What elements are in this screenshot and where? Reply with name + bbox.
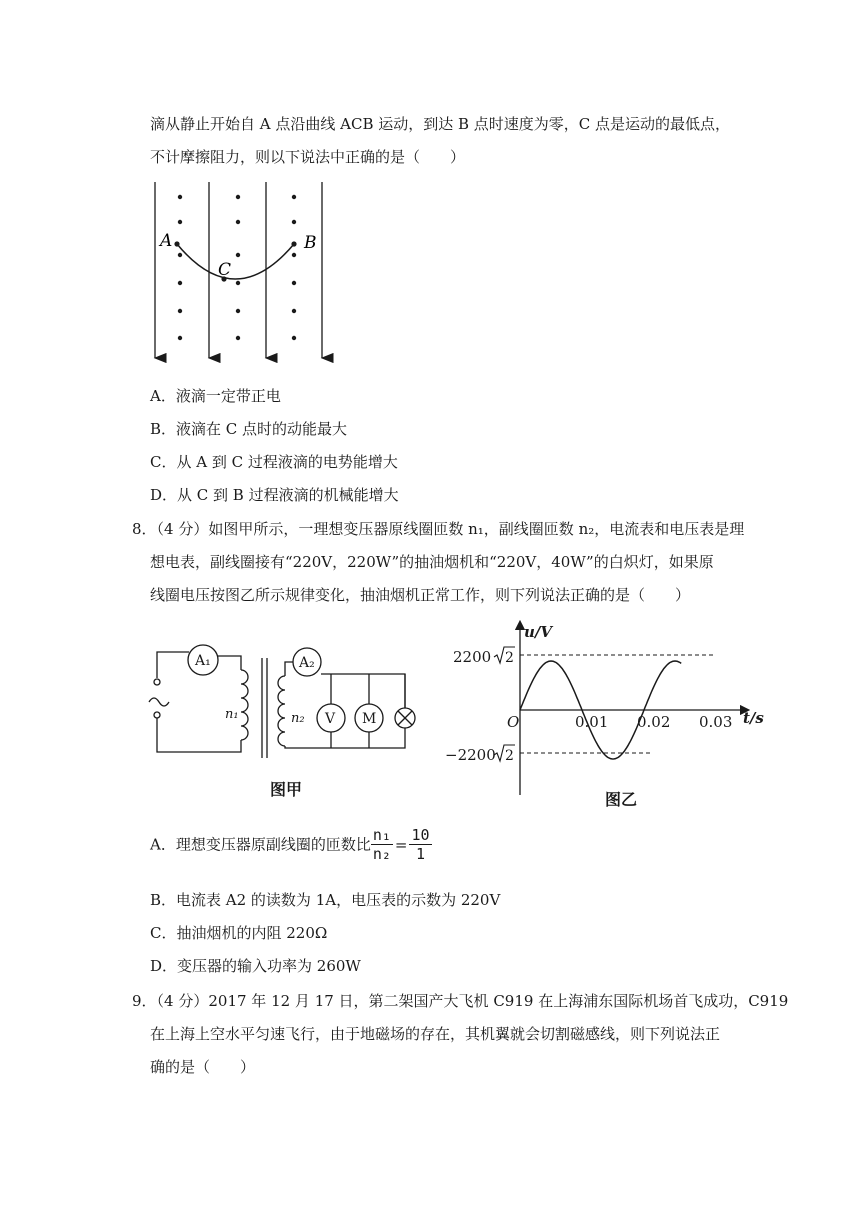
q7-field-figure [140, 178, 340, 368]
tick-0-02: 0.02 [637, 713, 671, 731]
origin-label: O [507, 713, 520, 731]
label-a2: A₂ [299, 655, 315, 671]
secondary-wire-top-left [285, 662, 293, 676]
q9-text-line-2: 在上海上空水平匀速飞行，由于地磁场的存在，其机翼就会切割磁感线，则下列说法正 [150, 1025, 721, 1043]
q8-text-line-3: 线圈电压按图乙所示规律变化，抽油烟机正常工作，则下列说法正确的是（ ） [150, 586, 691, 604]
ratio-den: 1 [416, 845, 426, 863]
q8-text-line-1: 8．（4 分）如图甲所示，一理想变压器原线圈匝数 n₁，副线圈匝数 n₂，电流表和电压表是理 [132, 520, 745, 538]
q8-option-b: B．电流表 A2 的读数为 1A，电压表的示数为 220V [150, 891, 501, 909]
ac-source-symbol [149, 698, 169, 706]
q9-text-line-3: 确的是（ ） [150, 1058, 256, 1076]
secondary-coil [278, 676, 285, 746]
sqrt-top-value: 2 [505, 650, 514, 666]
label-n2: n₂ [291, 711, 305, 726]
label-c: C [218, 260, 232, 280]
y-max-label: 2200 [453, 648, 492, 666]
primary-coil [241, 670, 248, 740]
figure-a-transformer-circuit [145, 630, 430, 810]
ratio-fraction-n [371, 826, 393, 863]
primary-wire-bottom [157, 718, 241, 752]
q7-text-line-1: 滴从静止开始自 A 点沿曲线 ACB 运动，到达 B 点时速度为零，C 点是运动的最低点， [150, 115, 731, 133]
figure-b-voltage-graph [445, 615, 775, 815]
point-b [291, 241, 296, 246]
label-a: A [160, 231, 173, 251]
q8-option-a [150, 826, 432, 863]
q7-option-a: A．液滴一定带正电 [150, 387, 281, 405]
y-axis-label: u/V [524, 623, 553, 641]
tick-0-01: 0.01 [575, 713, 609, 731]
q7-option-d: D．从 C 到 B 过程液滴的机械能增大 [150, 486, 399, 504]
terminal-bottom [154, 712, 160, 718]
q8-option-d: D．变压器的输入功率为 260W [150, 957, 361, 975]
y-min-label: −2200 [445, 746, 496, 764]
field-dots [178, 195, 296, 340]
trajectory-curve [177, 244, 294, 279]
label-m: M [362, 711, 377, 727]
q9-text-line-1: 9．（4 分）2017 年 12 月 17 日，第二架国产大飞机 C919 在上海浦东国际机场首飞成功，C919 [132, 992, 789, 1010]
sqrt-bottom-value: 2 [505, 748, 514, 764]
q7-option-c: C．从 A 到 C 过程液滴的电势能增大 [150, 453, 398, 471]
x-axis-label: t/s [743, 709, 764, 727]
terminal-top [154, 679, 160, 685]
label-b: B [304, 233, 317, 253]
q7-text-line-2: 不计摩擦阻力，则以下说法中正确的是（ ） [150, 148, 466, 166]
label-v: V [325, 711, 336, 727]
label-n1: n₁ [225, 707, 239, 722]
q8-option-c: C．抽油烟机的内阻 220Ω [150, 924, 328, 942]
label-a1: A₁ [195, 653, 211, 669]
ratio-equals: = [394, 835, 408, 854]
caption-fig-b: 图乙 [605, 790, 638, 809]
caption-fig-a: 图甲 [270, 780, 303, 799]
ratio-n1: n₁ [372, 826, 391, 844]
primary-wire-right [217, 656, 241, 670]
ratio-fraction-value [409, 826, 431, 863]
primary-wire-top [157, 652, 189, 678]
tick-0-03: 0.03 [699, 713, 733, 731]
ratio-n2: n₂ [372, 845, 391, 863]
q7-option-b: B．液滴在 C 点时的动能最大 [150, 420, 348, 438]
point-a [174, 241, 179, 246]
q8-text-line-2: 想电表，副线圈接有“220V，220W”的抽油烟机和“220V，40W”的白炽灯，如果原 [150, 553, 714, 571]
q8-option-a-text: A．理想变压器原副线圈的匝数比 [150, 835, 371, 854]
ratio-num: 10 [411, 826, 430, 844]
